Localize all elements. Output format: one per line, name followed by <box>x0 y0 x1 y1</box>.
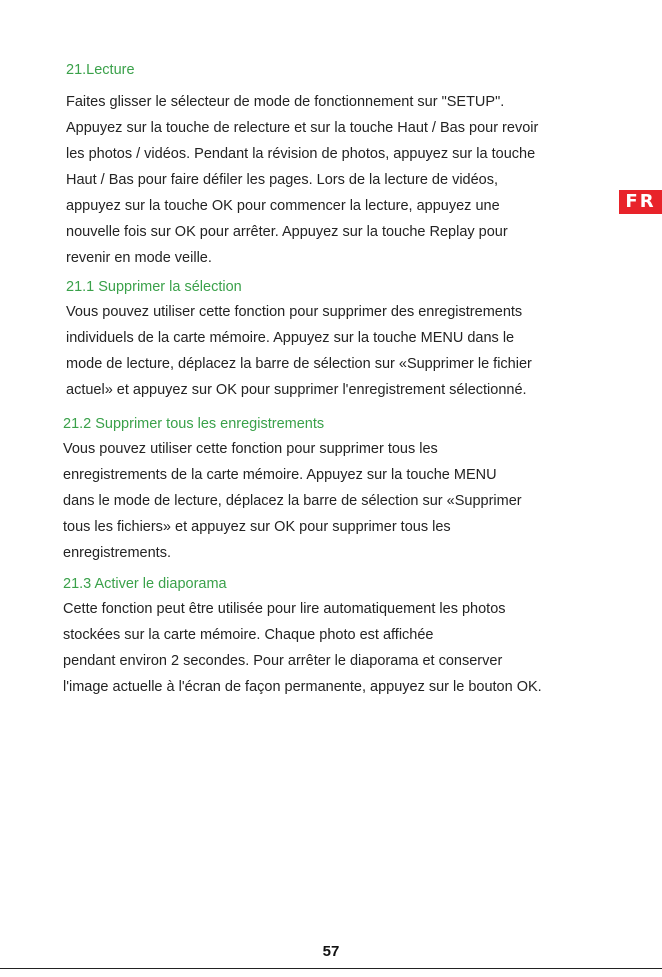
body-line: tous les fichiers» et appuyez sur OK pour supprimer tous les <box>63 519 451 535</box>
body-line: mode de lecture, déplacez la barre de sélection sur «Supprimer le fichier <box>66 356 532 372</box>
body-line: enregistrements. <box>63 545 171 561</box>
bottom-divider <box>0 968 662 969</box>
body-line: appuyez sur la touche OK pour commencer la lecture, appuyez une <box>66 198 500 214</box>
body-line: enregistrements de la carte mémoire. Appuyez sur la touche MENU <box>63 467 497 483</box>
section-heading-diaporama: 21.3 Activer le diaporama <box>63 576 227 592</box>
page-number: 57 <box>322 943 340 960</box>
body-line: revenir en mode veille. <box>66 250 212 266</box>
body-line: nouvelle fois sur OK pour arrêter. Appuyez sur la touche Replay pour <box>66 224 508 240</box>
body-line: actuel» et appuyez sur OK pour supprimer l'enregistrement sélectionné. <box>66 382 527 398</box>
body-line: individuels de la carte mémoire. Appuyez sur la touche MENU dans le <box>66 330 515 346</box>
body-line: Faites glisser le sélecteur de mode de fonctionnement sur "SETUP". <box>66 94 505 110</box>
body-line: Vous pouvez utiliser cette fonction pour supprimer des enregistrements <box>66 304 523 320</box>
language-tab: FR <box>619 190 662 214</box>
body-line: pendant environ 2 secondes. Pour arrêter le diaporama et conserver <box>63 653 503 669</box>
body-line: dans le mode de lecture, déplacez la barre de sélection sur «Supprimer <box>63 493 522 509</box>
section-heading-supprimer-tous: 21.2 Supprimer tous les enregistrements <box>63 416 325 432</box>
section-heading-lecture: 21.Lecture <box>66 62 135 78</box>
body-line: Haut / Bas pour faire défiler les pages. Lors de la lecture de vidéos, <box>66 172 499 188</box>
body-line: Cette fonction peut être utilisée pour lire automatiquement les photos <box>63 601 506 617</box>
section-heading-supprimer-selection: 21.1 Supprimer la sélection <box>66 279 242 295</box>
body-line: Vous pouvez utiliser cette fonction pour supprimer tous les <box>63 441 438 457</box>
body-line: Appuyez sur la touche de relecture et sur la touche Haut / Bas pour revoir <box>66 120 539 136</box>
body-line: les photos / vidéos. Pendant la révision de photos, appuyez sur la touche <box>66 146 536 162</box>
body-line: l'image actuelle à l'écran de façon permanente, appuyez sur le bouton OK. <box>63 679 542 695</box>
body-line: stockées sur la carte mémoire. Chaque photo est affichée <box>63 627 434 643</box>
